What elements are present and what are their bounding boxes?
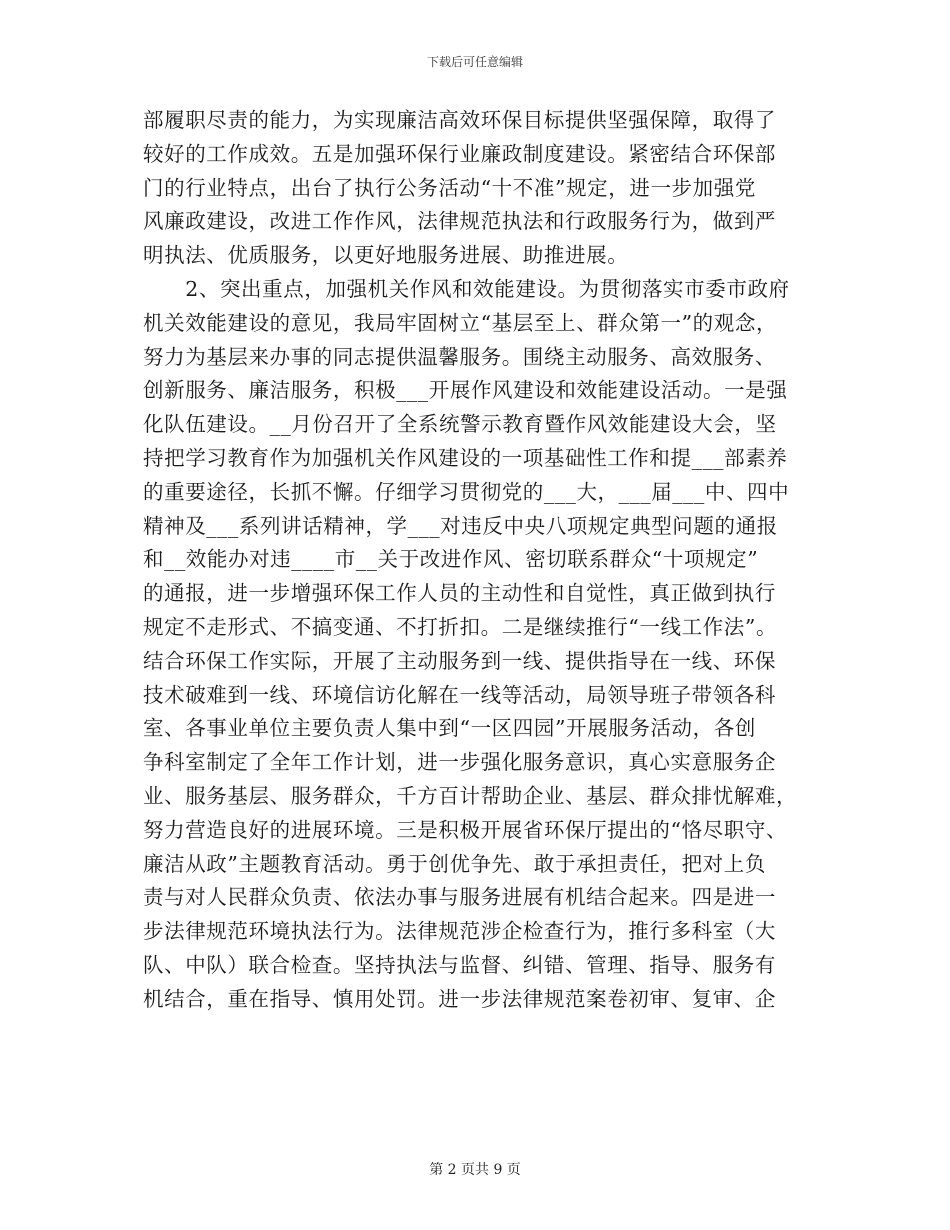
body-line: 精神及___系列讲话精神，学___对违反中央八项规定典型问题的通报 [143,513,778,538]
body-line: 技术破难到一线、环境信访化解在一线等活动，局领导班子带领各科 [143,682,776,707]
body-line: 责与对人民群众负责、依法办事与服务进展有机结合起来。四是进一 [143,885,776,910]
body-line: 规定不走形式、不搞变通、不打折扣。二是继续推行“一线工作法”。 [143,614,778,639]
body-line: 室、各事业单位主要负责人集中到“一区四园”开展服务活动，各创 [143,716,756,741]
page-number-footer: 第 2 页共 9 页 [429,1162,521,1178]
body-line: 业、服务基层、服务群众，千方百计帮助企业、基层、群众排忧解难， [143,783,798,808]
body-line: 较好的工作成效。五是加强环保行业廉政制度建设。紧密结合环保部 [143,141,776,166]
body-line: 步法律规范环境执法行为。法律规范涉企检查行为，推行多科室（大 [143,919,776,944]
document-body [143,104,803,1017]
body-line: 门的行业特点，出台了执行公务活动“十不准”规定，进一步加强党 [143,175,756,200]
body-line: 机结合，重在指导、慎用处罚。进一步法律规范案卷初审、复审、企 [143,986,776,1011]
body-line: 明执法、优质服务，以更好地服务进展、助推进展。 [143,243,629,268]
page-header: 下载后可任意编辑 [426,55,523,69]
body-line: 结合环保工作实际，开展了主动服务到一线、提供指导在一线、环保 [143,648,776,673]
body-line: 2、突出重点，加强机关作风和效能建设。为贯彻落实市委市政府 [143,276,790,301]
body-line: 化队伍建设。__月份召开了全系统警示教育暨作风效能建设大会，坚 [143,412,777,437]
body-line: 部履职尽责的能力，为实现廉洁高效环保目标提供坚强保障，取得了 [143,108,776,132]
body-line: 廉洁从政”主题教育活动。勇于创优争先、敢于承担责任，把对上负 [143,851,766,876]
body-line: 的重要途径，长抓不懈。仔细学习贯彻党的___大，___届___中、四中 [143,479,790,504]
body-line: 和__效能办对违____市__关于改进作风、密切联系群众“十项规定” [143,547,759,572]
body-line: 的通报，进一步增强环保工作人员的主动性和自觉性，真正做到执行 [143,581,776,606]
body-line: 风廉政建设，改进工作作风，法律规范执法和行政服务行为，做到严 [143,209,776,234]
body-line: 创新服务、廉洁服务，积极___开展作风建设和效能建设活动。一是强 [143,378,788,403]
body-line: 努力为基层来办事的同志提供温馨服务。围绕主动服务、高效服务、 [143,344,776,369]
body-line: 争科室制定了全年工作计划，进一步强化服务意识，真心实意服务企 [143,750,776,775]
body-line: 机关效能建设的意见，我局牢固树立“基层至上、群众第一”的观念， [143,310,778,335]
body-line: 队、中队）联合检查。坚持执法与监督、纠错、管理、指导、服务有 [143,952,776,977]
body-line: 努力营造良好的进展环境。三是积极开展省环保厅提出的“恪尽职守、 [143,817,788,842]
body-line: 持把学习教育作为加强机关作风建设的一项基础性工作和提___部素养 [143,445,788,470]
